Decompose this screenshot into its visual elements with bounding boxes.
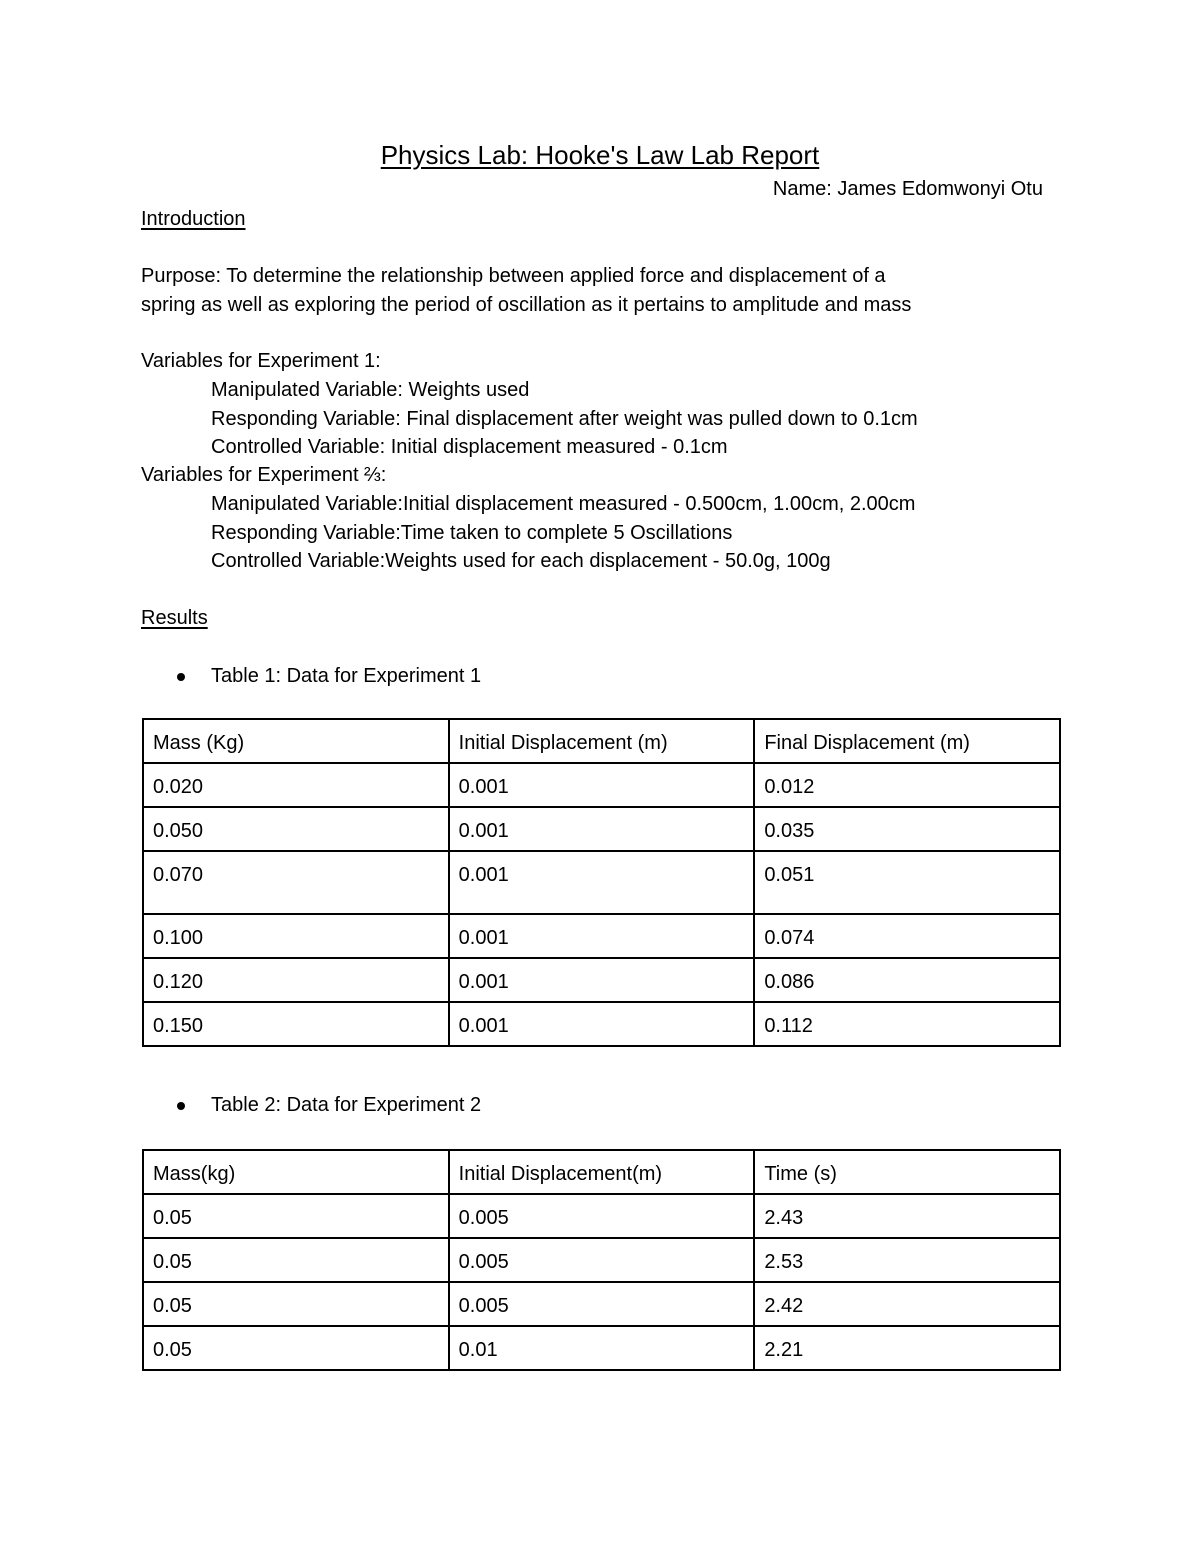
exp23-controlled-variable: Controlled Variable:Weights used for each displacement - 50.0g, 100g	[211, 550, 831, 572]
table-row	[143, 807, 1060, 851]
table-cell: 0.035	[754, 807, 1060, 851]
table-cell: 0.051	[754, 851, 1060, 914]
page-title: Physics Lab: Hooke's Law Lab Report	[380, 140, 820, 170]
table-cell: 0.001	[449, 914, 755, 958]
table-2	[142, 1149, 1061, 1371]
exp1-variables-heading: Variables for Experiment 1:	[141, 350, 381, 372]
exp23-variables-heading: Variables for Experiment ⅔:	[141, 464, 387, 486]
table-cell: 0.074	[754, 914, 1060, 958]
bullet-icon	[177, 673, 185, 681]
table-cell: 0.150	[143, 1002, 449, 1046]
exp1-controlled-variable: Controlled Variable: Initial displacement measured - 0.1cm	[211, 436, 728, 458]
table-row	[143, 851, 1060, 914]
table-cell: 0.005	[449, 1282, 755, 1326]
table-cell: 2.53	[754, 1238, 1060, 1282]
table-cell: 0.05	[143, 1326, 449, 1370]
table-cell: 0.005	[449, 1238, 755, 1282]
table-row	[143, 914, 1060, 958]
table2-caption: Table 2: Data for Experiment 2	[211, 1094, 482, 1116]
table-cell: 0.100	[143, 914, 449, 958]
table-cell: 0.01	[449, 1326, 755, 1370]
table-header-cell: Time (s)	[754, 1150, 1060, 1194]
table-header-row	[143, 1150, 1060, 1194]
bullet-icon	[177, 1102, 185, 1110]
table-cell: 0.001	[449, 958, 755, 1002]
table-row	[143, 1194, 1060, 1238]
table-cell: 0.120	[143, 958, 449, 1002]
purpose-line-2: spring as well as exploring the period of oscillation as it pertains to amplitude and mass	[141, 294, 912, 316]
table-header-cell: Mass (Kg)	[143, 719, 449, 763]
table-cell: 0.020	[143, 763, 449, 807]
table-header-cell: Initial Displacement(m)	[449, 1150, 755, 1194]
table-cell: 2.21	[754, 1326, 1060, 1370]
table-cell: 0.05	[143, 1194, 449, 1238]
table-cell: 0.05	[143, 1238, 449, 1282]
exp1-manipulated-variable: Manipulated Variable: Weights used	[211, 379, 530, 401]
exp23-responding-variable: Responding Variable:Time taken to complete 5 Oscillations	[211, 522, 733, 544]
exp1-responding-variable: Responding Variable: Final displacement after weight was pulled down to 0.1cm	[211, 408, 918, 430]
table-row	[143, 1282, 1060, 1326]
table-cell: 0.05	[143, 1282, 449, 1326]
purpose-line-1: Purpose: To determine the relationship between applied force and displacement of a	[141, 265, 886, 287]
exp23-manipulated-variable: Manipulated Variable:Initial displacement measured - 0.500cm, 1.00cm, 2.00cm	[211, 493, 916, 515]
table-header-row	[143, 719, 1060, 763]
table-header-cell: Mass(kg)	[143, 1150, 449, 1194]
table-cell: 0.070	[143, 851, 449, 914]
table-row	[143, 1002, 1060, 1046]
table-1	[142, 718, 1061, 1047]
table-cell: 0.001	[449, 807, 755, 851]
table-cell: 0.005	[449, 1194, 755, 1238]
table-cell: 0.050	[143, 807, 449, 851]
introduction-heading: Introduction	[141, 208, 246, 230]
table-cell: 2.42	[754, 1282, 1060, 1326]
results-heading: Results	[141, 607, 208, 629]
table-row	[143, 763, 1060, 807]
author-name: Name: James Edomwonyi Otu	[772, 178, 1043, 200]
table-row	[143, 1326, 1060, 1370]
table1-caption: Table 1: Data for Experiment 1	[211, 665, 482, 687]
table-cell: 0.001	[449, 763, 755, 807]
table-cell: 0.001	[449, 1002, 755, 1046]
table-row	[143, 1238, 1060, 1282]
table-cell: 0.001	[449, 851, 755, 914]
table-cell: 0.112	[754, 1002, 1060, 1046]
table-cell: 0.086	[754, 958, 1060, 1002]
table-cell: 2.43	[754, 1194, 1060, 1238]
table-header-cell: Final Displacement (m)	[754, 719, 1060, 763]
table-cell: 0.012	[754, 763, 1060, 807]
table-header-cell: Initial Displacement (m)	[449, 719, 755, 763]
table-row	[143, 958, 1060, 1002]
